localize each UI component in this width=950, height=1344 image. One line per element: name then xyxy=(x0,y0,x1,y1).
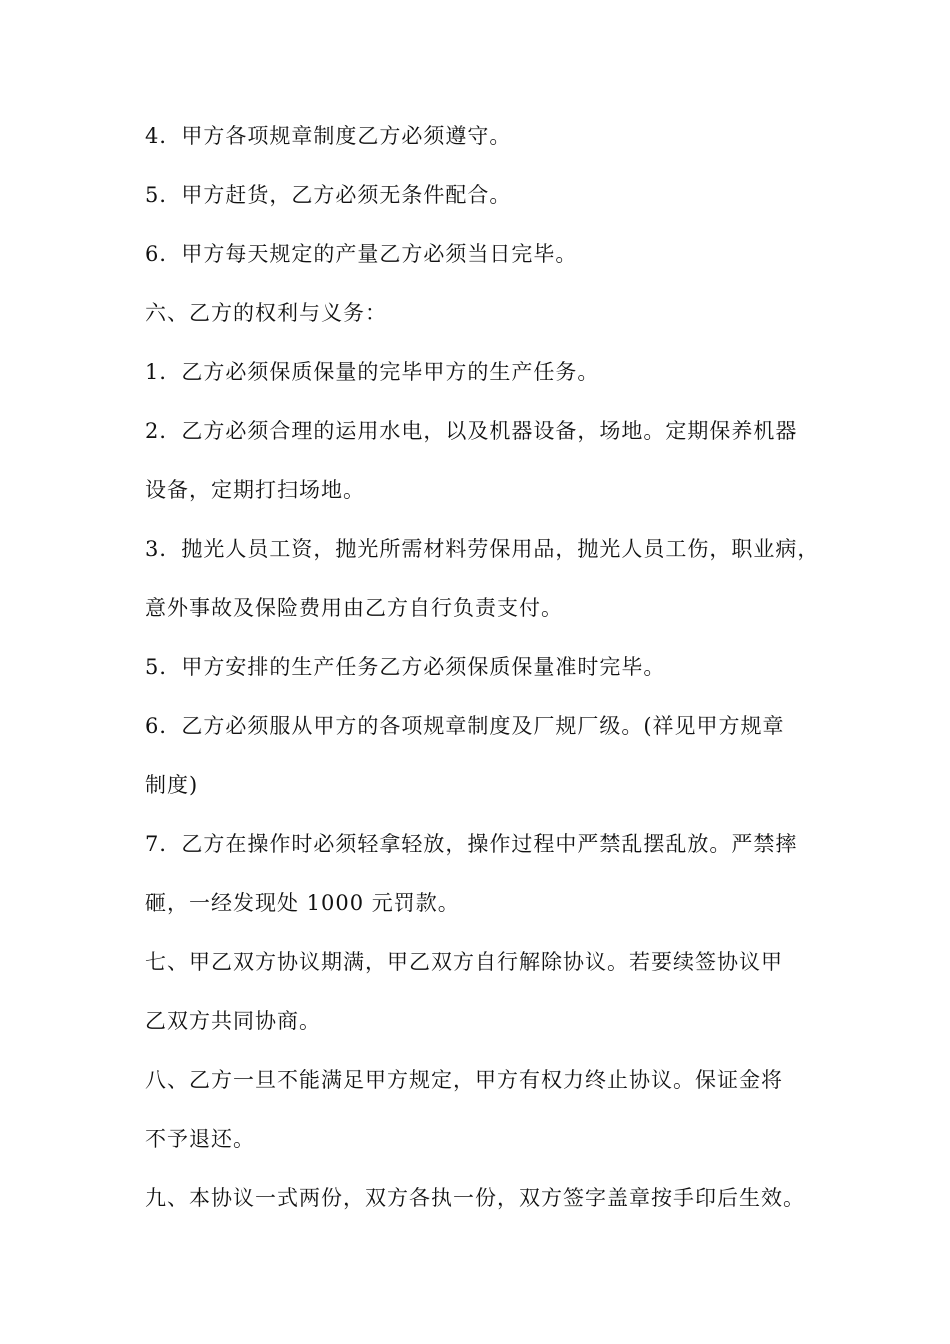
text-line: 1．乙方必须保质保量的完毕甲方的生产任务。 xyxy=(145,360,600,384)
text-line: 4．甲方各项规章制度乙方必须遵守。 xyxy=(145,124,512,148)
text-line: 意外事故及保险费用由乙方自行负责支付。 xyxy=(145,596,563,620)
text-line: 2．乙方必须合理的运用水电，以及机器设备，场地。定期保养机器 xyxy=(145,419,798,443)
document-body xyxy=(145,107,835,1228)
text-line: 3．抛光人员工资，抛光所需材料劳保用品，抛光人员工伤，职业病， xyxy=(145,537,820,561)
section-heading: 六、乙方的权利与义务： xyxy=(145,301,387,325)
text-line: 6．乙方必须服从甲方的各项规章制度及厂规厂级。(祥见甲方规章 xyxy=(145,714,785,738)
section-heading: 九、本协议一式两份，双方各执一份，双方签字盖章按手印后生效。 xyxy=(145,1186,805,1210)
text-line: 5．甲方赶货，乙方必须无条件配合。 xyxy=(145,183,512,207)
text-line: 制度) xyxy=(145,773,199,797)
section-heading: 八、乙方一旦不能满足甲方规定，甲方有权力终止协议。保证金将 xyxy=(145,1068,783,1092)
text-line: 7．乙方在操作时必须轻拿轻放，操作过程中严禁乱摆乱放。严禁摔 xyxy=(145,832,798,856)
text-line: 乙双方共同协商。 xyxy=(145,1009,321,1033)
text-line: 砸，一经发现处 1000 元罚款。 xyxy=(145,891,460,915)
text-line: 不予退还。 xyxy=(145,1127,255,1151)
text-line: 6．甲方每天规定的产量乙方必须当日完毕。 xyxy=(145,242,578,266)
section-heading: 七、甲乙双方协议期满，甲乙双方自行解除协议。若要续签协议甲 xyxy=(145,950,783,974)
text-line: 5．甲方安排的生产任务乙方必须保质保量准时完毕。 xyxy=(145,655,666,679)
text-line: 设备，定期打扫场地。 xyxy=(145,478,365,502)
